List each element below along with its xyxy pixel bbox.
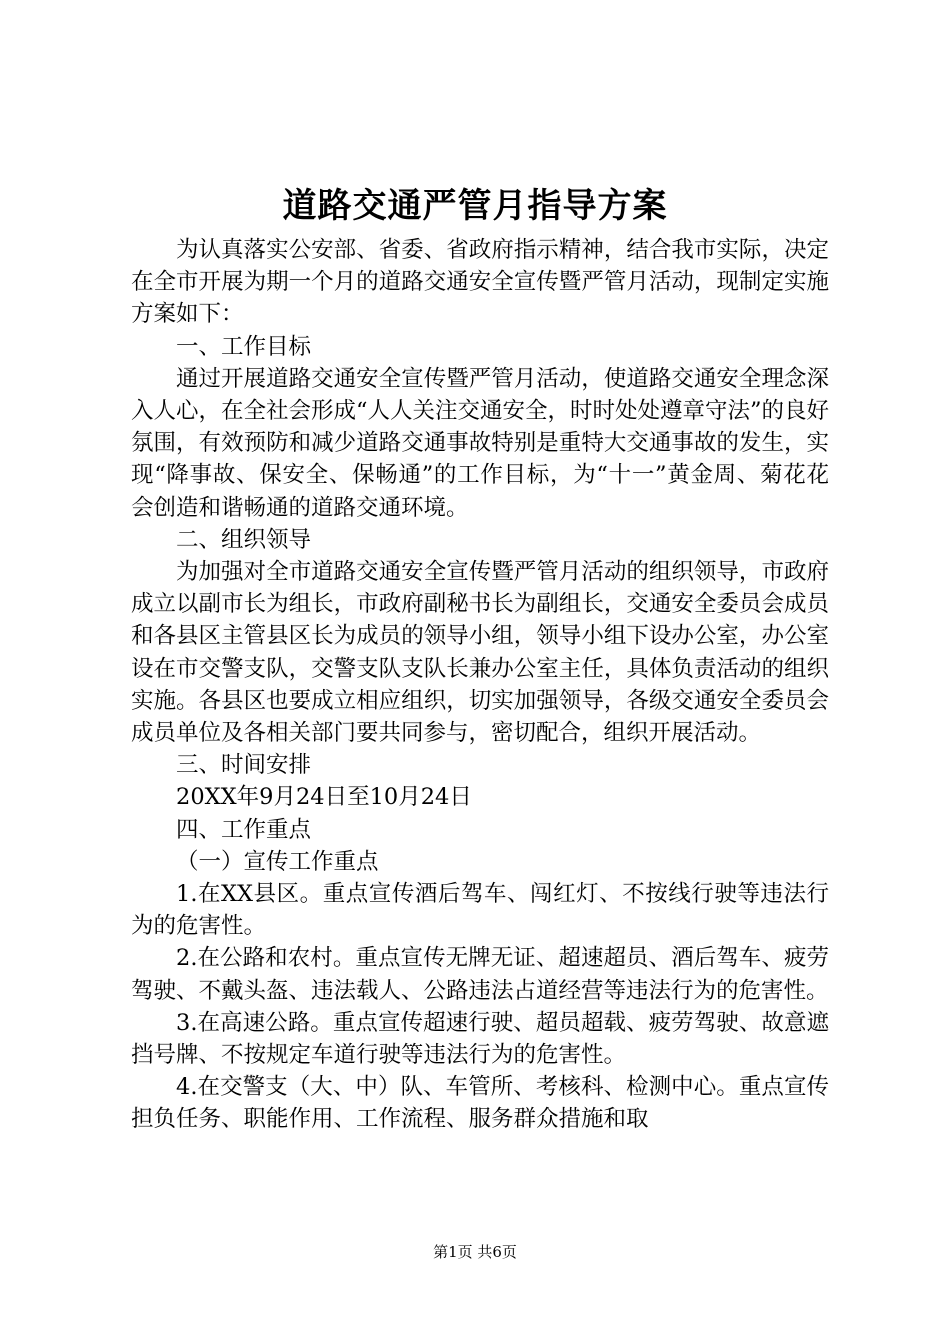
section-heading-schedule: 三、时间安排: [176, 752, 312, 779]
paragraph-goal: 通过开展道路交通安全宣传暨严管月活动，使道路交通安全理念深入人心，在全社会形成“人人关注交通安全，时时处处遵章守法”的良好氛围，有效预防和减少道路交通事故特别是重特大交通事故的发生，实现“降事故、保安全、保畅通”的工作目标，为“十一”黄金周、菊花花会创造和谐畅通的道路交通环境。: [131, 365, 830, 521]
section-heading-focus: 四、工作重点: [176, 816, 312, 843]
list-item-highway: 3.在高速公路。重点宣传超速行驶、超员超载、疲劳驾驶、故意遮挡号牌、不按规定车道行驶等违法行为的危害性。: [131, 1009, 829, 1069]
list-item-urban: 1.在XX县区。重点宣传酒后驾车、闯红灯、不按线行驶等违法行为的危害性。: [131, 881, 829, 940]
subsection-heading-publicity: （一）宣传工作重点: [176, 848, 379, 875]
page-footer: 第1页 共6页: [433, 1243, 517, 1261]
paragraph-organization: 为加强对全市道路交通安全宣传暨严管月活动的组织领导，市政府成立以副市长为组长，市政府副秘书长为副组长，交通安全委员会成员和各县区主管县区长为成员的领导小组，领导小组下设办公室，办公室设在市交警支队，交警支队支队长兼办公室主任，具体负责活动的组织实施。各县区也要成立相应组织，切实加强领导，各级交通安全委员会成员单位及各相关部门要共同参与，密切配合，组织开展活动。: [131, 559, 829, 747]
paragraph-intro: 为认真落实公安部、省委、省政府指示精神，结合我市实际，决定在全市开展为期一个月的道路交通安全宣传暨严管月活动，现制定实施方案如下：: [131, 237, 829, 328]
section-heading-goal: 一、工作目标: [176, 333, 312, 360]
document-body: [131, 234, 829, 1136]
list-item-police: 4.在交警支（大、中）队、车管所、考核科、检测中心。重点宣传担负任务、职能作用、工作流程、服务群众措施和取: [131, 1074, 829, 1133]
section-heading-organization: 二、组织领导: [176, 526, 312, 553]
document-title: 道路交通严管月指导方案: [282, 186, 668, 226]
paragraph-schedule: 20XX年9月24日至10月24日: [176, 784, 472, 811]
list-item-rural: 2.在公路和农村。重点宣传无牌无证、超速超员、酒后驾车、疲劳驾驶、不戴头盔、违法载人、公路违法占道经营等违法行为的危害性。: [131, 945, 829, 1004]
